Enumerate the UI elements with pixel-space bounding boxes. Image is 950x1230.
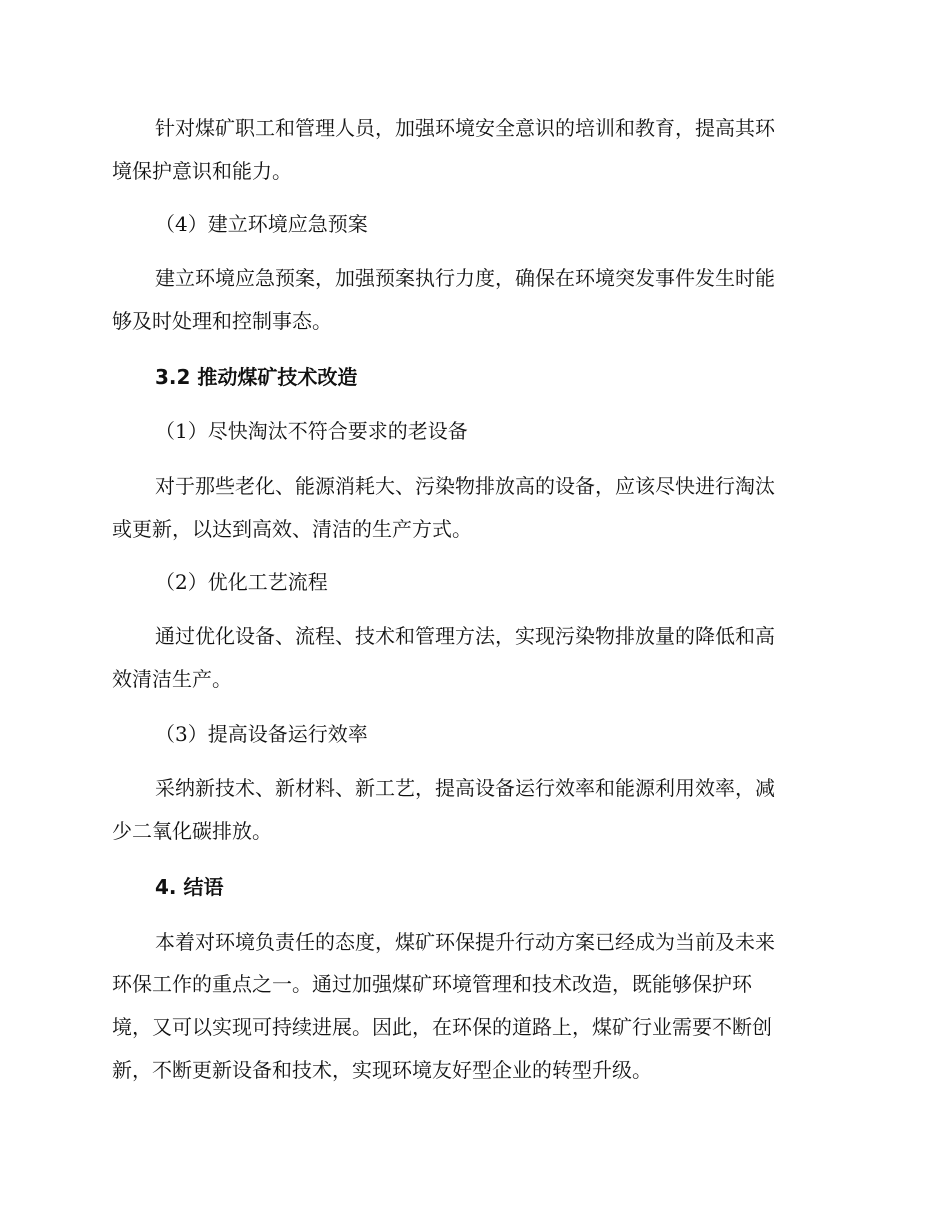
list-item-heading: （2）优化工艺流程 xyxy=(155,570,328,594)
paragraph-line: 够及时处理和控制事态。 xyxy=(112,309,332,333)
paragraph-line: 建立环境应急预案，加强预案执行力度，确保在环境突发事件发生时能 xyxy=(155,266,775,290)
paragraph-line: 少二氧化碳排放。 xyxy=(112,819,272,843)
paragraph-line: 针对煤矿职工和管理人员，加强环境安全意识的培训和教育，提高其环 xyxy=(155,116,775,140)
section-heading: 4. 结语 xyxy=(155,875,224,899)
paragraph-line: 通过优化设备、流程、技术和管理方法，实现污染物排放量的降低和高 xyxy=(155,624,775,648)
paragraph-line: 效清洁生产。 xyxy=(112,667,232,691)
paragraph-line: 新，不断更新设备和技术，实现环境友好型企业的转型升级。 xyxy=(112,1058,652,1082)
paragraph-line: 环保工作的重点之一。通过加强煤矿环境管理和技术改造，既能够保护环 xyxy=(112,972,752,996)
paragraph-line: 境，又可以实现可持续进展。因此，在环保的道路上，煤矿行业需要不断创 xyxy=(112,1015,772,1039)
list-item-heading: （1）尽快淘汰不符合要求的老设备 xyxy=(155,419,468,443)
list-item-heading: （4）建立环境应急预案 xyxy=(155,212,368,236)
paragraph-line: 采纳新技术、新材料、新工艺，提高设备运行效率和能源利用效率，减 xyxy=(155,776,775,800)
paragraph-line: 本着对环境负责任的态度，煤矿环保提升行动方案已经成为当前及未来 xyxy=(155,930,775,954)
paragraph-line: 境保护意识和能力。 xyxy=(112,159,292,183)
paragraph-line: 对于那些老化、能源消耗大、污染物排放高的设备，应该尽快进行淘汰 xyxy=(155,474,775,498)
paragraph-line: 或更新，以达到高效、清洁的生产方式。 xyxy=(112,517,472,541)
list-item-heading: （3）提高设备运行效率 xyxy=(155,722,368,746)
section-heading: 3.2 推动煤矿技术改造 xyxy=(155,365,358,389)
